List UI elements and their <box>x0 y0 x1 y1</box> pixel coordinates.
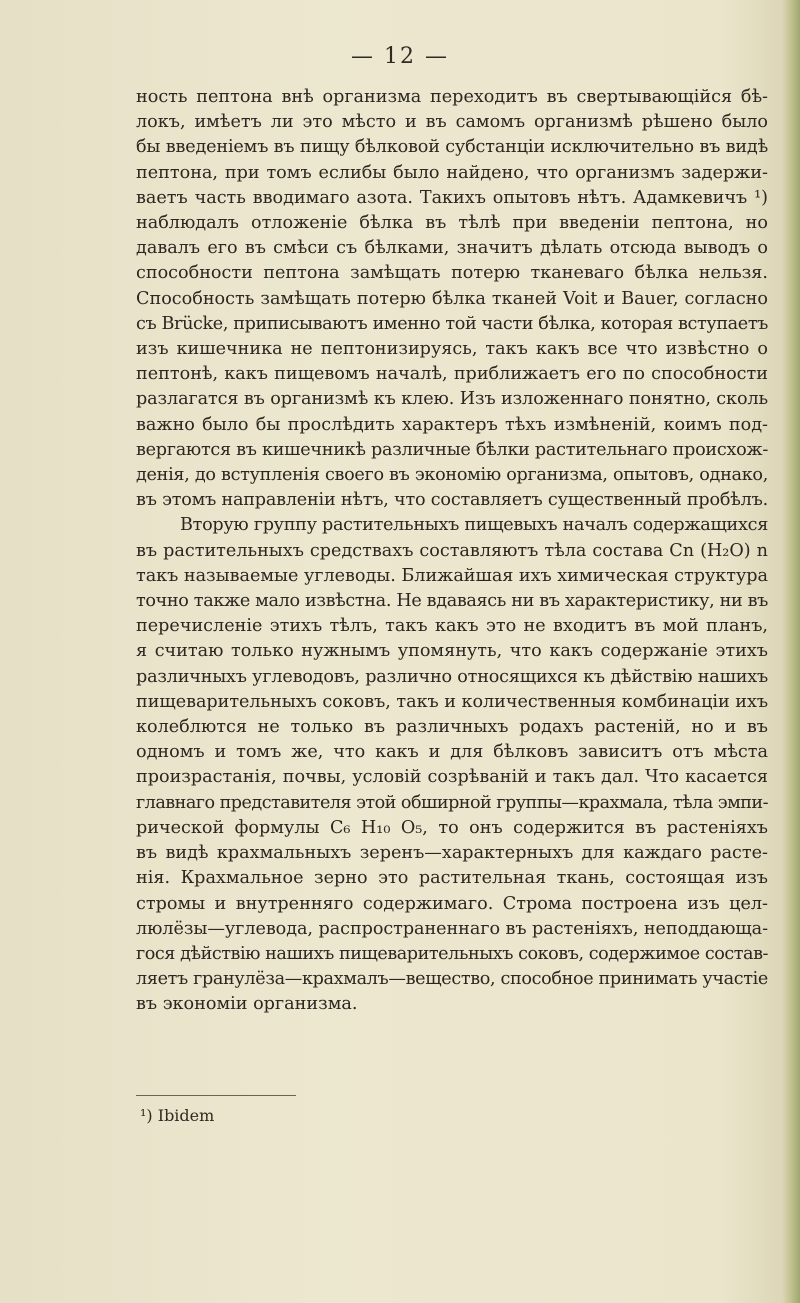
text-line: способности пептона замѣщать потерю тканеваго бѣлка нельзя. <box>136 263 768 284</box>
text-line: гося дѣйствію нашихъ пищеварительныхъ соковъ, содержимое состав- <box>136 943 769 964</box>
text-line: Вторую группу растительныхъ пищевыхъ началъ содержащихся <box>180 515 769 536</box>
body-text <box>136 85 768 1018</box>
text-line: бы введеніемъ въ пищу бѣлковой субстанціи исключительно въ видѣ <box>136 137 769 158</box>
text-line: денія, до вступленія своего въ экономію организма, опытовъ, однако, <box>136 465 768 486</box>
text-line: съ Brücke, приписываютъ именно той части бѣлка, которая вступаетъ <box>136 313 768 334</box>
page-edge-shadow <box>782 0 800 1303</box>
text-line: въ этомъ направленіи нѣтъ, что составляетъ существенный пробѣлъ. <box>136 490 768 511</box>
text-line: ляетъ гранулёза—крахмалъ—вещество, способное принимать участіе <box>136 969 768 990</box>
text-line: пептона, при томъ еслибы было найдено, что организмъ задержи- <box>136 162 768 183</box>
text-line: ваетъ часть вводимаго азота. Такихъ опытовъ нѣтъ. Адамкевичъ ¹) <box>136 187 768 208</box>
text-line: такъ называемые углеводы. Ближайшая ихъ химическая структура <box>136 565 768 586</box>
text-line: разлагатся въ организмѣ къ клею. Изъ изложеннаго понятно, сколь <box>136 389 768 410</box>
text-line: точно также мало извѣстна. Не вдаваясь ни въ характеристику, ни въ <box>136 591 768 612</box>
text-line: главнаго представителя этой обширной группы—крахмала, тѣла эмпи- <box>136 792 769 813</box>
text-line: стромы и внутренняго содержимаго. Строма построена изъ цел- <box>136 893 768 914</box>
footnote: ¹) Ibidem <box>140 1106 215 1125</box>
text-line: я считаю только нужнымъ упомянуть, что какъ содержаніе этихъ <box>136 641 768 662</box>
text-line: одномъ и томъ же, что какъ и для бѣлковъ зависитъ отъ мѣста <box>136 742 768 763</box>
text-line: колеблются не только въ различныхъ родахъ растеній, но и въ <box>136 717 768 738</box>
text-line: наблюдалъ отложеніе бѣлка въ тѣлѣ при введеніи пептона, но <box>136 213 768 234</box>
text-line: въ видѣ крахмальныхъ зеренъ—характерныхъ для каждаго расте- <box>136 843 768 864</box>
text-line: произрастанія, почвы, условій созрѣваній и такъ дал. Что касается <box>136 767 768 788</box>
footnote-rule <box>136 1095 296 1096</box>
text-line: люлёзы—углевода, распространеннаго въ растеніяхъ, неподдающа- <box>136 918 769 939</box>
text-line: давалъ его въ смѣси съ бѣлками, значитъ дѣлать отсюда выводъ о <box>136 238 768 259</box>
text-line: въ растительныхъ средствахъ составляютъ тѣла состава Cn (H₂O) n <box>136 540 768 561</box>
text-line: перечисленіе этихъ тѣлъ, такъ какъ это не входитъ въ мой планъ, <box>136 616 768 637</box>
text-line: изъ кишечника не пептонизируясь, такъ какъ все что извѣстно о <box>136 339 768 360</box>
text-line: пептонѣ, какъ пищевомъ началѣ, приближаетъ его по способности <box>136 364 768 385</box>
text-line: ность пептона внѣ организма переходитъ въ свертывающійся бѣ- <box>136 87 768 107</box>
text-line: рической формулы C₆ H₁₀ O₅, то онъ содержится въ растеніяхъ <box>136 817 768 838</box>
page-number: — 12 — <box>351 44 449 69</box>
text-line: въ экономіи организма. <box>136 994 358 1015</box>
text-line: важно было бы прослѣдить характеръ тѣхъ измѣненій, коимъ под- <box>136 414 768 435</box>
text-line: нія. Крахмальное зерно это растительная ткань, состоящая изъ <box>136 868 768 889</box>
text-line: вергаются въ кишечникѣ различные бѣлки растительнаго происхож- <box>136 439 768 460</box>
text-line: Способность замѣщать потерю бѣлка тканей Voit и Bauer, согласно <box>136 288 768 309</box>
text-line: различныхъ углеводовъ, различно относящихся къ дѣйствію нашихъ <box>136 666 768 687</box>
text-line: пищеварительныхъ соковъ, такъ и количественныя комбинаціи ихъ <box>136 691 769 712</box>
text-line: локъ, имѣетъ ли это мѣсто и въ самомъ организмѣ рѣшено было <box>136 112 768 133</box>
